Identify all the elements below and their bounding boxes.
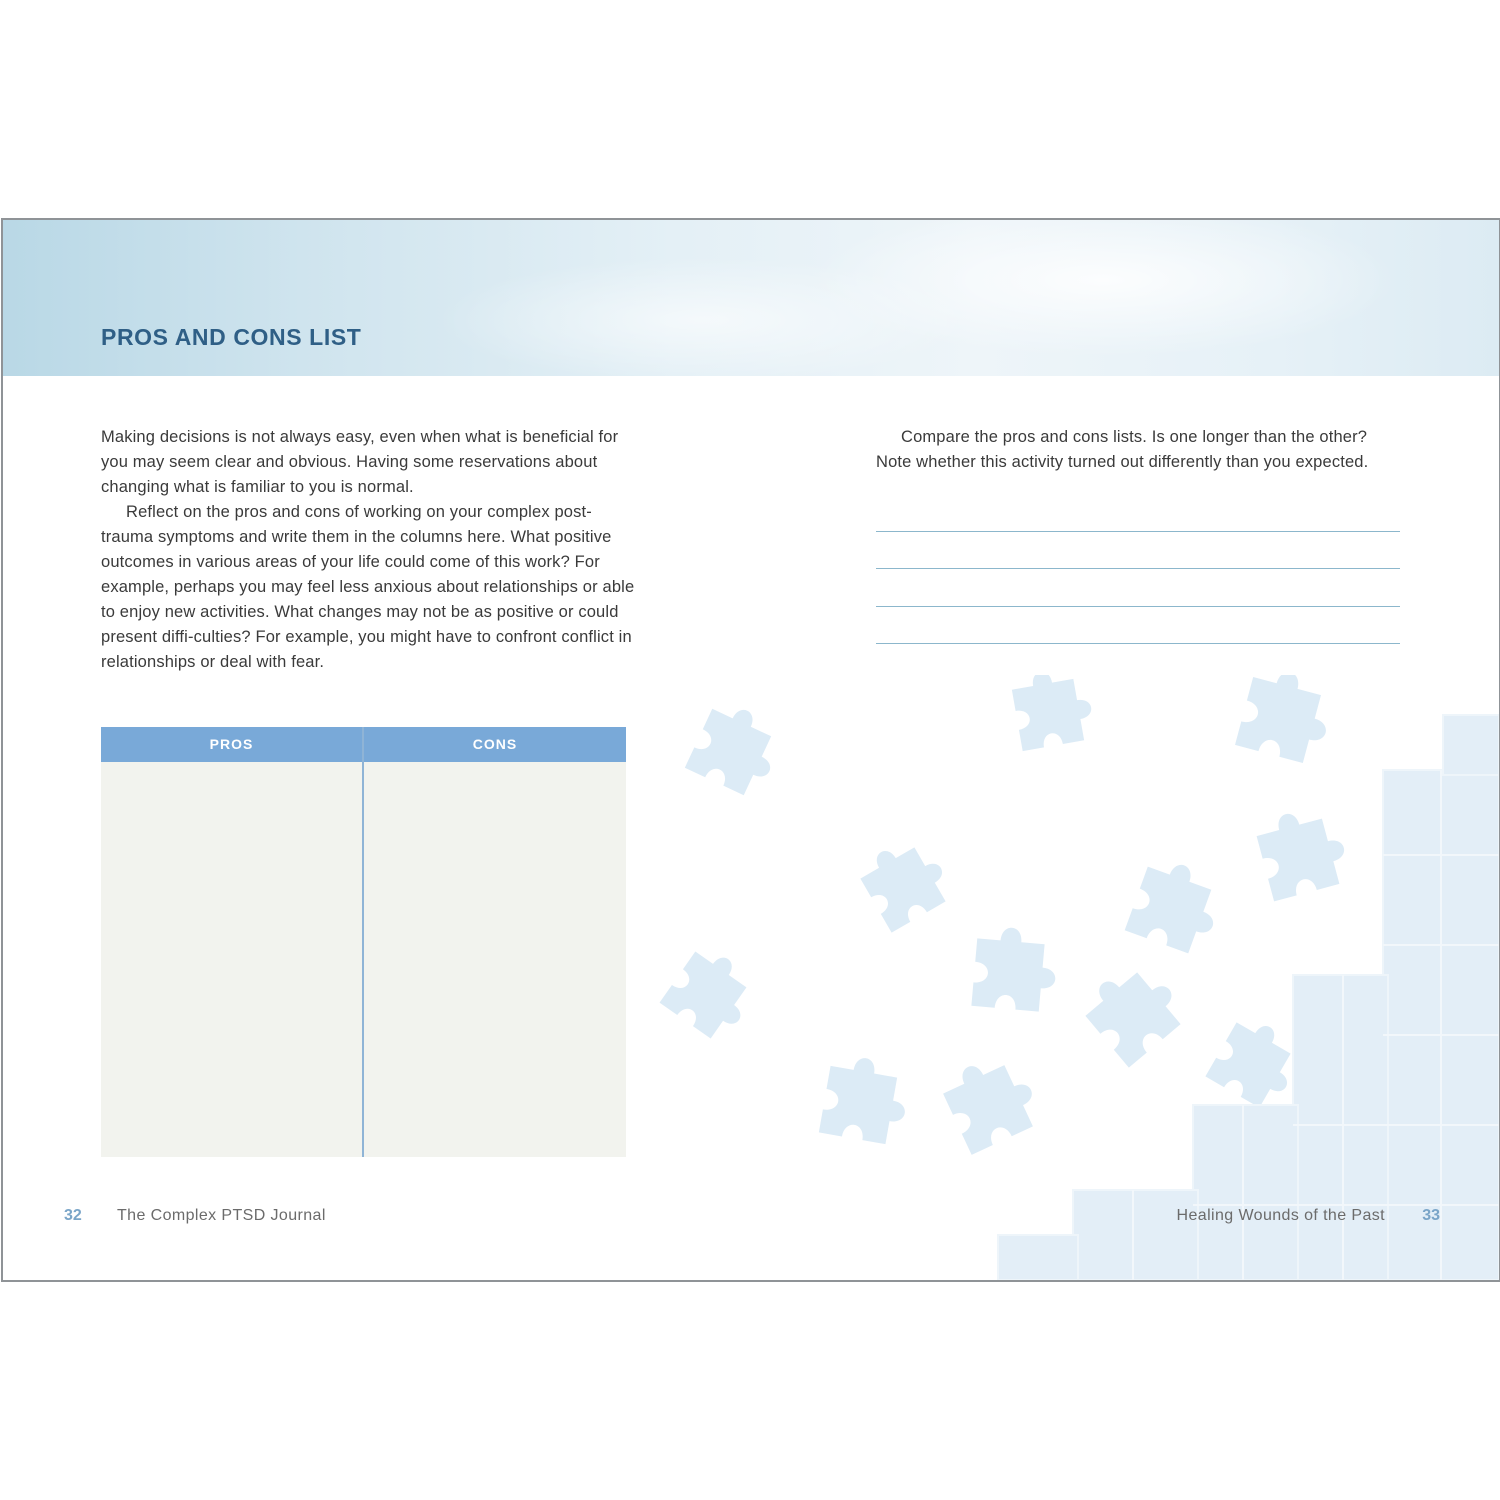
puzzle-pieces-icon [633,675,1499,1280]
column-divider [362,727,364,1157]
left-page-number: 32 [64,1207,82,1224]
cons-column[interactable] [364,762,626,1157]
pros-column[interactable] [101,762,362,1157]
intro-paragraph: Making decisions is not always easy, even when what is beneficial for you may seem clear and obvious. Having some reservations about changing what is familiar to you is normal. [101,428,619,496]
right-running-title: Healing Wounds of the Past [1176,1207,1385,1224]
page-title: PROS AND CONS LIST [101,324,362,350]
writing-line[interactable] [876,568,1400,569]
book-spread [1,218,1500,1282]
right-page-number: 33 [1422,1207,1440,1224]
left-body-text [101,425,641,675]
left-running-title: The Complex PTSD Journal [117,1207,326,1224]
pros-cons-table [101,727,626,1157]
header-band [3,220,1499,376]
writing-line[interactable] [876,531,1400,532]
pros-header: PROS [209,736,254,752]
right-body-text [876,425,1406,475]
table-header [101,727,626,762]
writing-line[interactable] [876,643,1400,644]
compare-paragraph: Compare the pros and cons lists. Is one longer than the other? Note whether this activity turned out differently than you expected. [876,428,1369,471]
writing-line[interactable] [876,606,1400,607]
cons-header: CONS [472,736,518,752]
instructions-paragraph: Reflect on the pros and cons of working on your complex post-trauma symptoms and write them in the columns here. What positive outcomes in various areas of your life could come of this work? For example, perhaps you may feel less anxious about relationships or able to enjoy new activities. What changes may not be as positive or could present diffi-culties? For example, you might have to confront conflict in relationships or deal with fear. [101,503,635,671]
